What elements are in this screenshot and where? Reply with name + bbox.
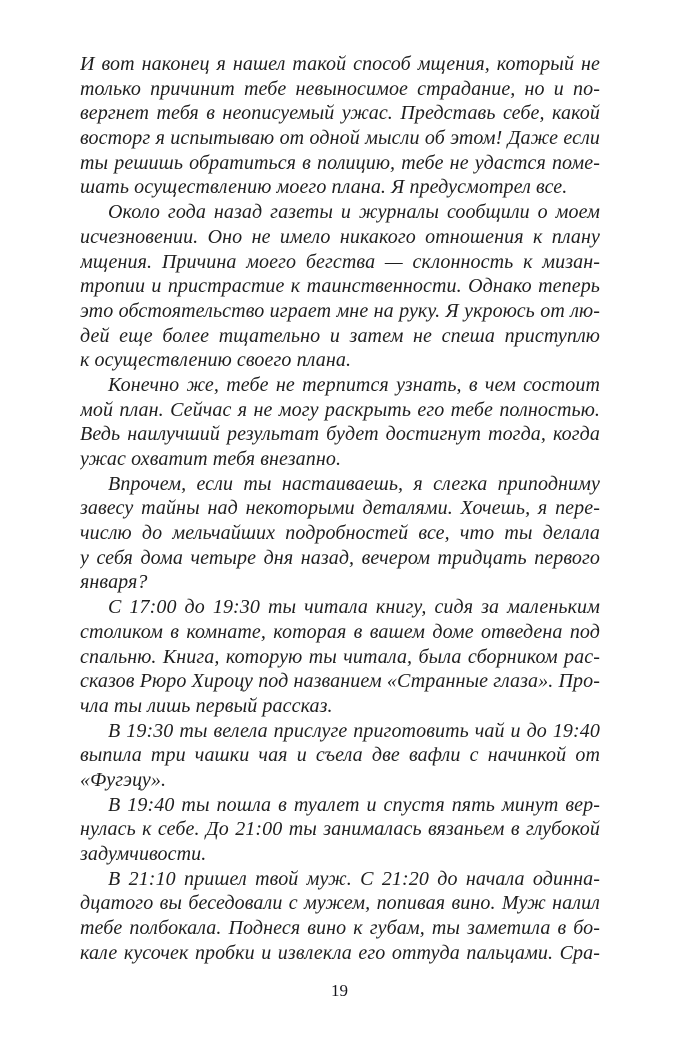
text-line: исчезновении. Оно не имело никакого отношения к плану (80, 225, 600, 248)
text-line: Впрочем, если ты настаиваешь, я слегка приподниму (108, 472, 600, 495)
text-line: С 17:00 до 19:30 ты читала книгу, сидя за маленьким (108, 596, 600, 619)
text-line: В 19:30 ты велела прислуге приготовить чай и до 19:40 (108, 719, 600, 742)
text-line: дей еще более тщательно и затем не спеша приступлю (80, 324, 600, 347)
text-line: «Фугэцу». (80, 768, 167, 791)
text-line: В 21:10 пришел твой муж. С 21:20 до начала одинна- (108, 867, 600, 890)
text-line: ужас охватит тебя внезапно. (80, 448, 342, 470)
text-line: сказов Рюро Хироцу под названием «Странные глаза». Про- (80, 670, 600, 693)
text-line: это обстоятельство играет мне на руку. Я укроюсь от лю- (80, 299, 600, 322)
page-text (80, 52, 600, 965)
paragraph (80, 867, 600, 966)
paragraph (80, 793, 600, 867)
text-line: восторг я испытываю от одной мысли об этом! Даже если (80, 127, 600, 150)
text-line: Конечно же, тебе не терпится узнать, в чем состоит (108, 373, 600, 396)
text-line: тебе полбокала. Поднеся вино к губам, ты заметила в бо- (80, 917, 600, 940)
text-line: у себя дома четыре дня назад, вечером тридцать первого (80, 546, 600, 569)
text-line: шать осуществлению моего плана. Я предусмотрел все. (80, 176, 568, 199)
text-line: дцатого вы беседовали с мужем, попивая вино. Муж налил (80, 892, 600, 915)
text-line: выпила три чашки чая и съела две вафли с начинкой от (80, 744, 600, 767)
text-line: тропии и пристрастие к таинственности. Однако теперь (80, 275, 600, 298)
text-line: Ведь наилучший результат будет достигнут тогда, когда (80, 423, 600, 446)
paragraph (80, 719, 600, 793)
page-number: 19 (331, 981, 348, 1000)
text-line: столиком в комнате, которая в вашем доме отведена под (80, 620, 600, 643)
text-line: завесу тайны над некоторыми деталями. Хочешь, я пере- (80, 497, 600, 520)
text-line: задумчивости. (80, 843, 207, 865)
text-line: ты решишь обратиться в полицию, тебе не удастся поме- (80, 151, 600, 174)
text-line: мой план. Сейчас я не могу раскрыть его тебе полностью. (80, 398, 600, 421)
text-line: только причинит тебе невыносимое страдание, но и по- (80, 77, 600, 100)
text-line: к осуществлению своего плана. (80, 349, 352, 372)
text-line: И вот наконец я нашел такой способ мщения, который не (80, 53, 600, 75)
text-line: мщения. Причина моего бегства — склонность к мизан- (80, 250, 600, 273)
paragraph (80, 200, 600, 373)
text-line: Около года назад газеты и журналы сообщили о моем (108, 201, 600, 224)
text-line: января? (80, 571, 148, 594)
paragraph (80, 472, 600, 595)
text-line: кале кусочек пробки и извлекла его оттуда пальцами. Сра- (80, 941, 600, 964)
paragraph (80, 373, 600, 472)
text-line: вергнет тебя в неописуемый ужас. Представь себе, какой (80, 102, 600, 125)
paragraph (80, 52, 600, 200)
text-line: нулась к себе. До 21:00 ты занималась вязаньем в глубокой (80, 818, 600, 841)
text-line: чла ты лишь первый рассказ. (80, 694, 333, 717)
paragraph (80, 595, 600, 718)
text-line: В 19:40 ты пошла в туалет и спустя пять минут вер- (108, 793, 600, 816)
text-line: числю до мельчайших подробностей все, что ты делала (80, 522, 600, 545)
text-line: спальню. Книга, которую ты читала, была сборником рас- (80, 645, 600, 668)
